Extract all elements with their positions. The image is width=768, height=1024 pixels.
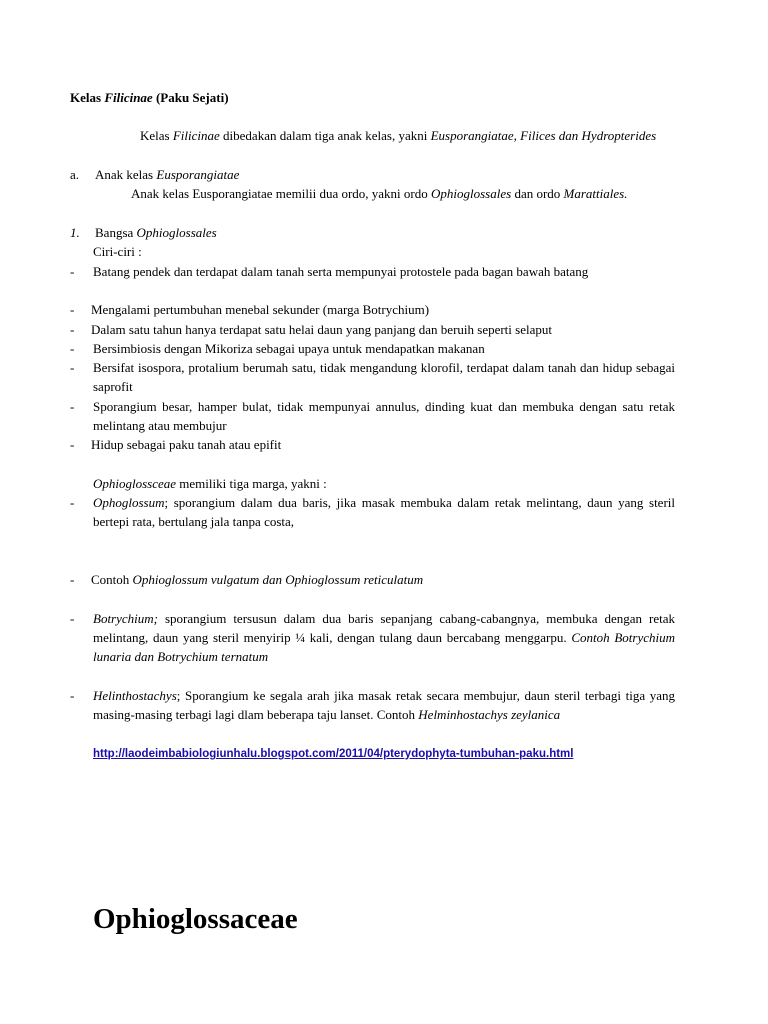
- section-heading: Ophioglossaceae: [93, 903, 298, 935]
- order-1-heading: Bangsa Ophioglossales: [95, 225, 217, 240]
- list-item: Bersifat isospora, protalium berumah satu, tidak mengandung klorofil, terdapat dalam tanah dan hidup sebagai saprofit: [93, 360, 675, 394]
- document-title: Kelas Filicinae (Paku Sejati): [70, 90, 229, 105]
- list-item: Hidup sebagai paku tanah atau epifit: [91, 437, 282, 452]
- list-bullet: -: [70, 341, 75, 356]
- list-bullet: -: [70, 688, 75, 703]
- section-a-marker: a.: [70, 167, 80, 182]
- list-bullet: -: [70, 322, 75, 337]
- marga-botrychium: Botrychium; sporangium tersusun dalam dua baris sepanjang cabang-cabangnya, membuka dengan retak melintang, daun yang steril menyirip ¼ kali, dengan tulang daun bercabang menggarpu. Contoh Botrychium lunaria dan Botrychium ternatum: [93, 611, 675, 664]
- list-bullet: -: [70, 437, 75, 452]
- marga-ophioglossum: Ophoglossum; sporangium dalam dua baris, jika masak membuka dalam retak melintang, daun yang steril bertepi rata, bertulang jala tanpa costa,: [93, 495, 675, 529]
- list-bullet: -: [70, 360, 75, 375]
- section-a-heading: Anak kelas Eusporangiatae: [95, 167, 240, 182]
- source-link-container: [93, 743, 573, 764]
- list-item: Dalam satu tahun hanya terdapat satu helai daun yang panjang dan beruih seperti selaput: [91, 322, 552, 337]
- order-1-marker: 1.: [70, 225, 80, 240]
- list-item: Mengalami pertumbuhan menebal sekunder (marga Botrychium): [91, 302, 430, 317]
- contoh-ophioglossum: Contoh Ophioglossum vulgatum dan Ophioglossum reticulatum: [91, 572, 424, 587]
- list-bullet: -: [70, 302, 75, 317]
- list-bullet: -: [70, 399, 75, 414]
- section-a-description: Anak kelas Eusporangiatae memilii dua ordo, yakni ordo Ophioglossales dan ordo Marattiales.: [131, 186, 628, 201]
- list-bullet: -: [70, 611, 75, 626]
- list-bullet: -: [70, 495, 75, 510]
- list-bullet: -: [70, 572, 75, 587]
- list-bullet: -: [70, 264, 75, 279]
- list-item: Batang pendek dan terdapat dalam tanah serta mempunyai protostele pada bagan bawah batang: [93, 264, 589, 279]
- marga-helminthostachys: Helinthostachys; Sporangium ke segala arah jika masak retak secara membujur, daun steril terbagi tiga yang masing-masing terbagi lagi dlam beberapa taju lanset. Contoh Helminhostachys zeylanica: [93, 688, 675, 722]
- list-item: Bersimbiosis dengan Mikoriza sebagai upaya untuk mendapatkan makanan: [93, 341, 485, 356]
- intro-paragraph: Kelas Filicinae dibedakan dalam tiga anak kelas, yakni Eusporangiatae, Filices dan Hydropterides: [140, 128, 657, 143]
- marga-intro: Ophioglossceae memiliki tiga marga, yakni :: [93, 476, 327, 491]
- source-link[interactable]: http://laodeimbabiologiunhalu.blogspot.com/2011/04/pterydophyta-tumbuhan-paku.html: [93, 748, 574, 760]
- list-item: Sporangium besar, hamper bulat, tidak mempunyai annulus, dinding kuat dan membuka dengan satu retak melintang atau membujur: [93, 399, 675, 433]
- ciri-label: Ciri-ciri :: [93, 244, 142, 259]
